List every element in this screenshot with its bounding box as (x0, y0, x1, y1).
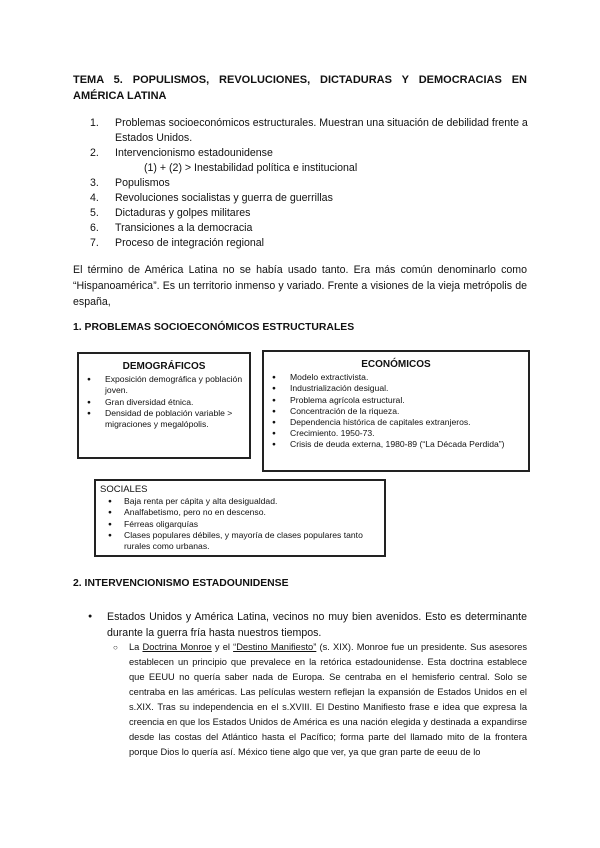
list-item: ● Crisis de deuda externa, 1980-89 (“La Década Perdida”) (264, 439, 528, 450)
section-heading-2: 2. INTERVENCIONISMO ESTADOUNIDENSE (73, 578, 289, 589)
list-item-note: (1) + (2) > Inestabilidad política e institucional (144, 162, 358, 174)
bullet-icon: ● (88, 613, 93, 620)
list-item: ● Crecimiento. 1950-73. (264, 428, 528, 439)
list-item: 5. Dictaduras y golpes militares (90, 207, 251, 219)
list-item: 6. Transiciones a la democracia (90, 222, 253, 234)
section-heading-1: 1. PROBLEMAS SOCIOECONÓMICOS ESTRUCTURALES (73, 322, 355, 333)
list-item: ● Exposición demográfica y población joven. (79, 374, 249, 396)
topic-outline (73, 116, 529, 251)
list-item: ● Gran diversidad étnica. (79, 397, 249, 408)
list-item: ● Densidad de población variable > migraciones y megalópolis. (79, 408, 249, 430)
list-item: 1. Problemas socioeconómicos estructurales. Muestran una situación de debilidad frente a Estados Unidos. (90, 117, 528, 144)
list-item: 7. Proceso de integración regional (90, 237, 264, 249)
list-item: 2. Intervencionismo estadounidense (90, 147, 273, 159)
circle-bullet-icon: ○ (113, 643, 118, 652)
list-item: ● Férreas oligarquías (96, 519, 384, 530)
list-item: ● Concentración de la riqueza. (264, 406, 528, 417)
intro-paragraph: El término de América Latina no se había usado tanto. Era más común denominarlo como “Hispanoamérica”. Es un territorio inmenso y variado. Frente a visiones de la vieja metrópolis de españa, (73, 264, 527, 308)
economicos-box (262, 350, 530, 472)
list-item: ● Baja renta per cápita y alta desigualdad. (96, 496, 384, 507)
demograficos-box (77, 352, 251, 459)
destino-manifiesto-link[interactable]: “Destino Manifiesto” (233, 642, 317, 652)
list-item: ● Modelo extractivista. (264, 372, 528, 383)
box-heading: SOCIALES (100, 484, 148, 495)
list-item: 4. Revoluciones socialistas y guerra de guerrillas (90, 192, 333, 204)
list-item: ● Clases populares débiles, y mayoría de clases populares tanto rurales como urbanas. (96, 530, 384, 552)
doctrina-monroe-link[interactable]: Doctrina Monroe (142, 642, 212, 652)
sub-bullet-item: ○ La Doctrina Monroe y el “Destino Manifiesto” (s. XIX). Monroe fue un presidente. Sus asesores establecen un principio que prevalece en la retórica estadounidense. Esta doctrina establece que EEUU no quería saber nada de Europa. Se centraba en el hemisferio central. Solo se centraba en las américas. Las películas western reflejan la expansión de Estados Unidos en el s.XIX. Tras su independencia en el s.XVIII. El Destino Manifiesto frase e idea que expresa la creencia en que los Estados Unidos de América es una nación elegida y destinada a expandirse desde las costas del Atlántico hasta el Pacífico; forma parte del llamado mito de la frontera porque Dios lo quería así. México tiene algo que ver, ya que gran parte de eeuu de lo (113, 642, 527, 757)
page-title: TEMA 5. POPULISMOS, REVOLUCIONES, DICTADURAS Y DEMOCRACIAS EN AMÉRICA LATINA (73, 74, 527, 102)
box-heading: ECONÓMICOS (361, 359, 431, 370)
list-item: ● Dependencia histórica de capitales extranjeros. (264, 417, 528, 428)
list-item: ● Analfabetismo, pero no en descenso. (96, 507, 384, 518)
list-item: ● Problema agrícola estructural. (264, 395, 528, 406)
bullet-item: ● Estados Unidos y América Latina, vecinos no muy bien avenidos. Esto es determinante durante la guerra fría hasta nuestros tiempos. (88, 611, 527, 639)
list-item: 3. Populismos (90, 177, 170, 189)
box-heading: DEMOGRÁFICOS (122, 361, 206, 372)
sociales-box (94, 479, 386, 557)
list-item: ● Industrialización desigual. (264, 383, 528, 394)
